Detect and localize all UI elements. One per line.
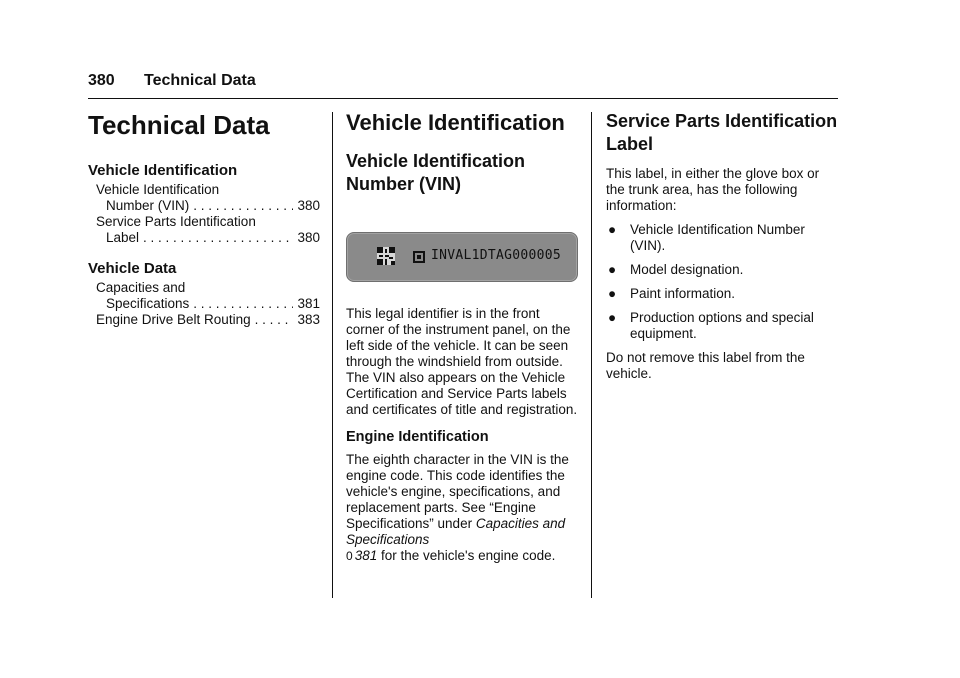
bullet-icon: ● xyxy=(608,262,617,277)
engine-paragraph: The eighth character in the VIN is the engine code. This code identifies the vehicle's engine, specifications, and replacement parts. See “Engine Specifications” under Capacities and Specifications 0 381 for the vehicle's engine code. xyxy=(346,452,569,563)
service-parts-heading: Service Parts Identification Label xyxy=(606,111,838,154)
toc-page-number: 380 xyxy=(297,198,320,213)
page-number: 380 xyxy=(88,72,115,89)
toc-title: Technical Data xyxy=(88,110,270,140)
toc-section-heading: Vehicle Data xyxy=(88,260,177,277)
header-title: Technical Data xyxy=(144,72,256,89)
column-divider xyxy=(591,112,592,598)
column-divider xyxy=(332,112,333,598)
vin-heading: Vehicle Identification Number (VIN) xyxy=(346,151,526,194)
bullet-icon: ● xyxy=(608,286,617,301)
service-parts-intro: This label, in either the glove box or the trunk area, has the following information: xyxy=(606,166,820,213)
page-reference-link[interactable]: 381 xyxy=(354,548,378,563)
toc-page-number: 383 xyxy=(297,312,320,327)
qr-code-icon xyxy=(377,247,395,265)
toc-page-number: 381 xyxy=(297,296,320,311)
toc-page-number: 380 xyxy=(297,230,320,245)
list-item: ● Vehicle Identification Number (VIN). xyxy=(608,222,805,253)
vin-paragraph: This legal identifier is in the front corner of the instrument panel, on the left side of the vehicle. It can be seen through the windshield from outside. The VIN also appears on the Vehicle Certification and Service Parts labels and certificates of title and registration. xyxy=(346,306,578,417)
engine-identification-heading: Engine Identification xyxy=(346,429,489,445)
vin-symbol-icon xyxy=(413,251,425,263)
service-parts-list xyxy=(606,222,838,342)
vin-plate-text: INVAL1DTAG000005 xyxy=(431,248,562,263)
vin-plate-image xyxy=(346,232,578,282)
page-reference-icon: 0 xyxy=(346,549,353,563)
toc-entry-belt-routing[interactable]: Engine Drive Belt Routing . . . 383 xyxy=(88,312,320,328)
vehicle-identification-column xyxy=(346,110,578,572)
toc-entry-vin[interactable]: Vehicle Identification Number (VIN) . . . 380 xyxy=(88,182,320,214)
page-header xyxy=(88,72,838,99)
toc-entry-service-parts-label[interactable]: Service Parts Identification Label . . . 380 xyxy=(88,214,320,246)
bullet-icon: ● xyxy=(608,222,617,237)
bullet-icon: ● xyxy=(608,310,617,325)
list-item: ● Production options and special equipment. xyxy=(608,310,814,341)
toc-column xyxy=(88,110,320,328)
list-item: ● Model designation. xyxy=(608,262,744,277)
service-parts-closing: Do not remove this label from the vehicle. xyxy=(606,350,805,381)
section-heading: Vehicle Identification xyxy=(346,110,565,135)
list-item: ● Paint information. xyxy=(608,286,736,301)
toc-section-heading: Vehicle Identification xyxy=(88,162,238,179)
toc-entry-capacities[interactable]: Capacities and Specifications . . . 381 xyxy=(88,280,320,312)
service-parts-column xyxy=(606,110,838,390)
capacities-link[interactable]: Capacities and Specifications xyxy=(346,516,566,547)
